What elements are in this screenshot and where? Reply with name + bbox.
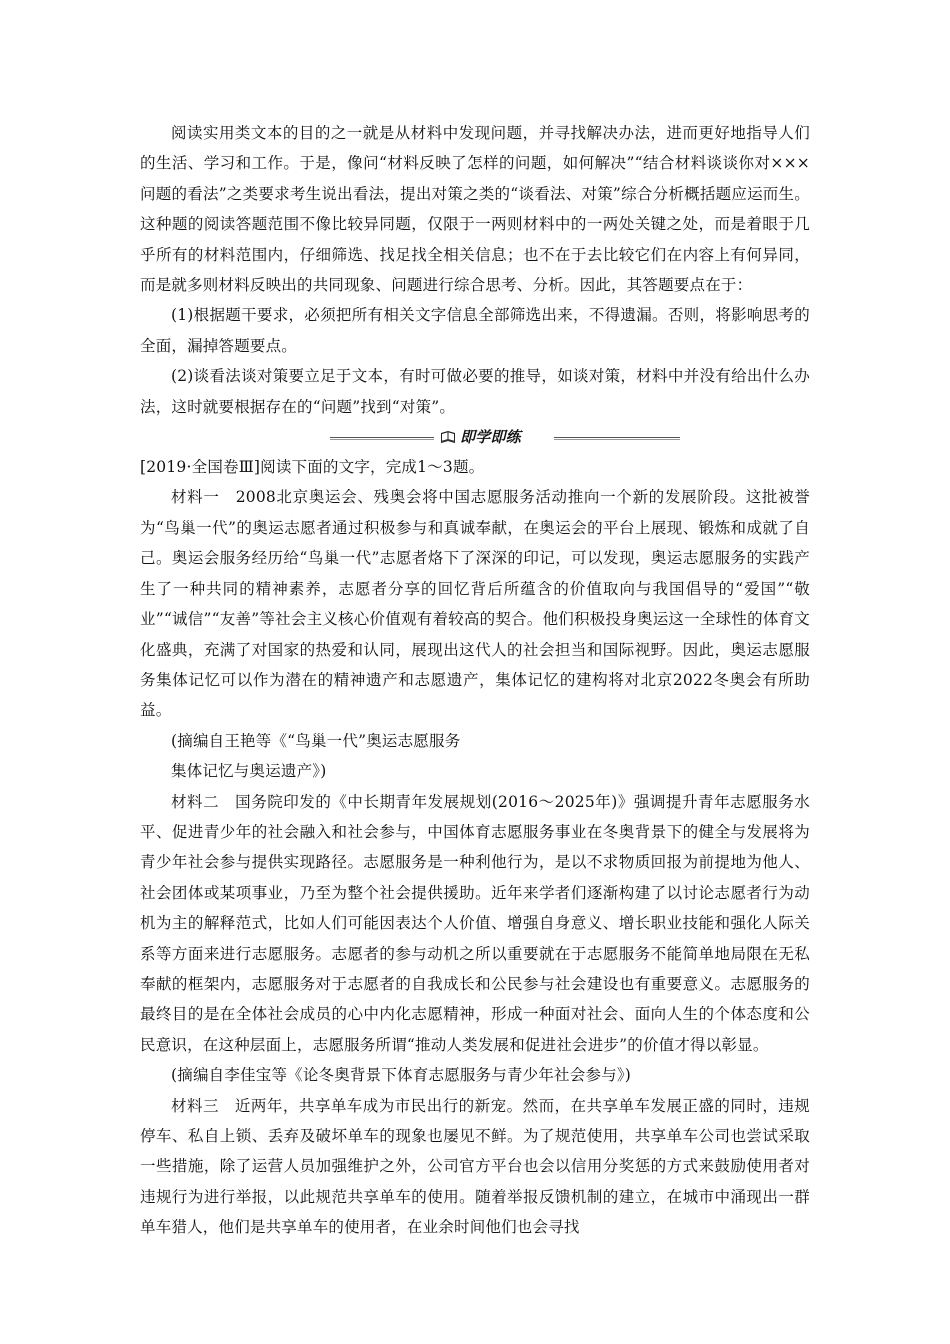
book-icon — [440, 430, 456, 444]
banner-rule-right — [554, 437, 680, 438]
banner-rule-left — [330, 437, 434, 438]
material-1-source-line-1: (摘编自王艳等《“鸟巢一代”奥运志愿服务 — [171, 731, 461, 750]
intro-paragraph: 阅读实用类文本的目的之一就是从材料中发现问题，并寻找解决办法，进而更好地指导人们的生活、学习和工作。于是，像问“材料反映了怎样的问题，如何解决”“结合材料谈谈你对×××问题的看法”之类要求考生说出看法，提出对策之类的“谈看法、对策”综合分析概括题应运而生。这种题的阅读答题范围不像比较异同题，仅限于一两则材料中的一两处关键之处，而是着眼于几乎所有的材料范围内，仔细筛选、找足找全相关信息；也不在于去比较它们在内容上有何异同，而是就多则材料反映出的共同现象、问题进行综合思考、分析。因此，其答题要点在于： — [140, 124, 810, 295]
banner-label-text: 即学即练 — [460, 427, 521, 446]
banner-rule-left-thin — [330, 439, 434, 440]
material-2-source: (摘编自李佳宝等《论冬奥背景下体育志愿服务与青少年社会参与》) — [171, 1066, 632, 1085]
exercise-prompt: [2019·全国卷Ⅲ]阅读下面的文字，完成1～3题。 — [140, 458, 485, 477]
material-2: 材料二 国务院印发的《中长期青年发展规划(2016～2025年)》强调提升青年志愿服务水平、促进青少年的社会融入和社会参与，中国体育志愿服务事业在冬奥背景下的健全与发展将为青少年社会参与提供实现路径。志愿服务是一种利他行为，是以不求物质回报为前提地为他人、社会团体或某项事业，乃至为整个社会提供援助。近年来学者们逐渐构建了以讨论志愿者行为动机为主的解释范式，比如人们可能因表达个人价值、增强自身意义、增长职业技能和强化人际关系等方面来进行志愿服务。志愿者的参与动机之所以重要就在于志愿服务不能简单地局限在无私奉献的框架内，志愿服务对于志愿者的自我成长和公民参与社会建设也有重要意义。志愿服务的最终目的是在全体社会成员的心中内化志愿精神，形成一种面对社会、面向人生的个体态度和公民意识，在这种层面上，志愿服务所谓“推动人类发展和促进社会进步”的价值才得以彰显。 — [140, 792, 810, 1054]
point-2-paragraph: (2)谈看法谈对策要立足于文本，有时可做必要的推导，如谈对策，材料中并没有给出什么办法，这时就要根据存在的“问题”找到“对策”。 — [140, 367, 810, 416]
point-1-paragraph: (1)根据题干要求，必须把所有相关文字信息全部筛选出来，不得遗漏。否则，将影响思考的全面，漏掉答题要点。 — [140, 306, 810, 355]
material-1: 材料一 2008北京奥运会、残奥会将中国志愿服务活动推向一个新的发展阶段。这批被誉为“鸟巢一代”的奥运志愿者通过积极参与和真诚奉献，在奥运会的平台上展现、锻炼和成就了自己。奥运会服务经历给“鸟巢一代”志愿者烙下了深深的印记，可以发现，奥运志愿服务的实践产生了一种共同的精神素养，志愿者分享的回忆背后所蕴含的价值取向与我国倡导的“爱国”“敬业”“诚信”“友善”等社会主义核心价值观有着较高的契合。他们积极投身奥运这一全球性的体育文化盛典，充满了对国家的热爱和认同，展现出这代人的社会担当和国际视野。因此，奥运志愿服务集体记忆可以作为潜在的精神遗产和志愿遗产，集体记忆的建构将对北京2022冬奥会有所助益。 — [140, 488, 810, 720]
document-body — [140, 118, 810, 1243]
section-banner — [140, 424, 810, 450]
material-3: 材料三 近两年，共享单车成为市民出行的新宠。然而，在共享单车发展正盛的同时，违规停车、私自上锁、丢弃及破坏单车的现象也屡见不鲜。为了规范使用，共享单车公司也尝试采取一些措施，除了运营人员加强维护之外，公司官方平台也会以信用分奖惩的方式来鼓励使用者对违规行为进行举报，以此规范共享单车的使用。随着举报反馈机制的建立，在城市中涌现出一群单车猎人，他们是共享单车的使用者，在业余时间他们也会寻找 — [140, 1096, 810, 1237]
banner-label — [440, 425, 521, 449]
banner-rule-right-thin — [554, 439, 680, 440]
material-1-source-line-2: 集体记忆与奥运遗产》) — [171, 762, 327, 781]
